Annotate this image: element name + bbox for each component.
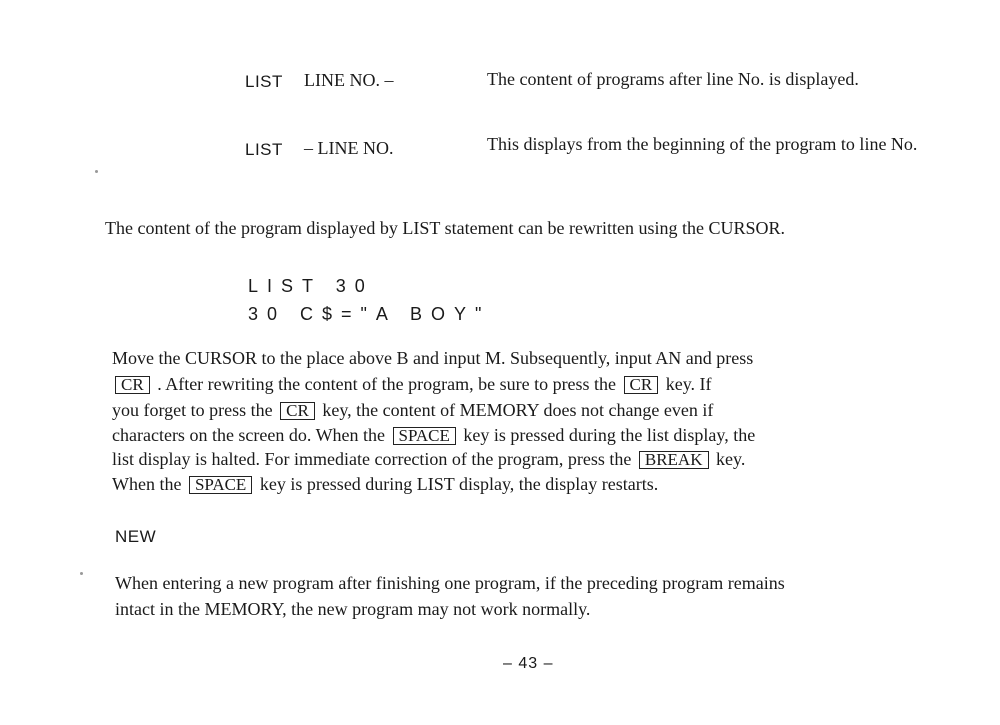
paragraph-line-5 <box>112 447 745 472</box>
paragraph-text: key is pressed during the list display, the <box>463 425 756 445</box>
list-command-2: LIST <box>245 140 283 159</box>
paragraph-line-6 <box>112 472 658 497</box>
new-paragraph-line-2: intact in the MEMORY, the new program may not work normally. <box>115 599 591 619</box>
paragraph-line-4 <box>112 423 755 448</box>
cr-key-label: CR <box>115 376 150 394</box>
list-argument-1: LINE NO. – <box>304 70 394 90</box>
paragraph-line-3 <box>112 398 713 423</box>
paragraph-line-2 <box>112 372 712 397</box>
paragraph-text: key is pressed during LIST display, the display restarts. <box>259 474 659 494</box>
cr-key-label: CR <box>280 402 315 420</box>
new-paragraph-line-1: When entering a new program after finishing one program, if the preceding program remains <box>115 573 785 593</box>
paragraph-text: key, the content of MEMORY does not change even if <box>322 400 714 420</box>
space-key-label: SPACE <box>393 427 456 445</box>
list-description-2: This displays from the beginning of the program to line No. <box>487 134 918 154</box>
space-key-label: SPACE <box>189 476 252 494</box>
paragraph-text: characters on the screen do. When the <box>112 425 386 445</box>
intro-sentence: The content of the program displayed by LIST statement can be rewritten using the CURSOR. <box>105 218 786 238</box>
paragraph-line-1 <box>112 346 753 371</box>
section-heading-new: NEW <box>115 527 157 546</box>
list-argument-2: – LINE NO. <box>304 138 394 158</box>
paragraph-text: Move the CURSOR to the place above B and input M. Subsequently, input AN and press <box>112 348 754 368</box>
paragraph-text: you forget to press the <box>112 400 273 420</box>
cr-key-label: CR <box>624 376 659 394</box>
paragraph-text: key. If <box>665 374 712 394</box>
paragraph-text: key. <box>716 449 746 469</box>
code-line-1: LIST 30 <box>248 276 374 296</box>
break-key-label: BREAK <box>639 451 709 469</box>
scan-speck <box>80 572 83 575</box>
page-number: – 43 – <box>503 655 554 672</box>
list-command-1: LIST <box>245 72 283 91</box>
paragraph-text: . After rewriting the content of the program, be sure to press the <box>157 374 617 394</box>
list-description-1: The content of programs after line No. is displayed. <box>487 69 859 89</box>
paragraph-text: When the <box>112 474 182 494</box>
scan-speck <box>95 170 98 173</box>
code-line-2: 30 C$="A BOY" <box>248 304 491 324</box>
paragraph-text: list display is halted. For immediate correction of the program, press the <box>112 449 632 469</box>
